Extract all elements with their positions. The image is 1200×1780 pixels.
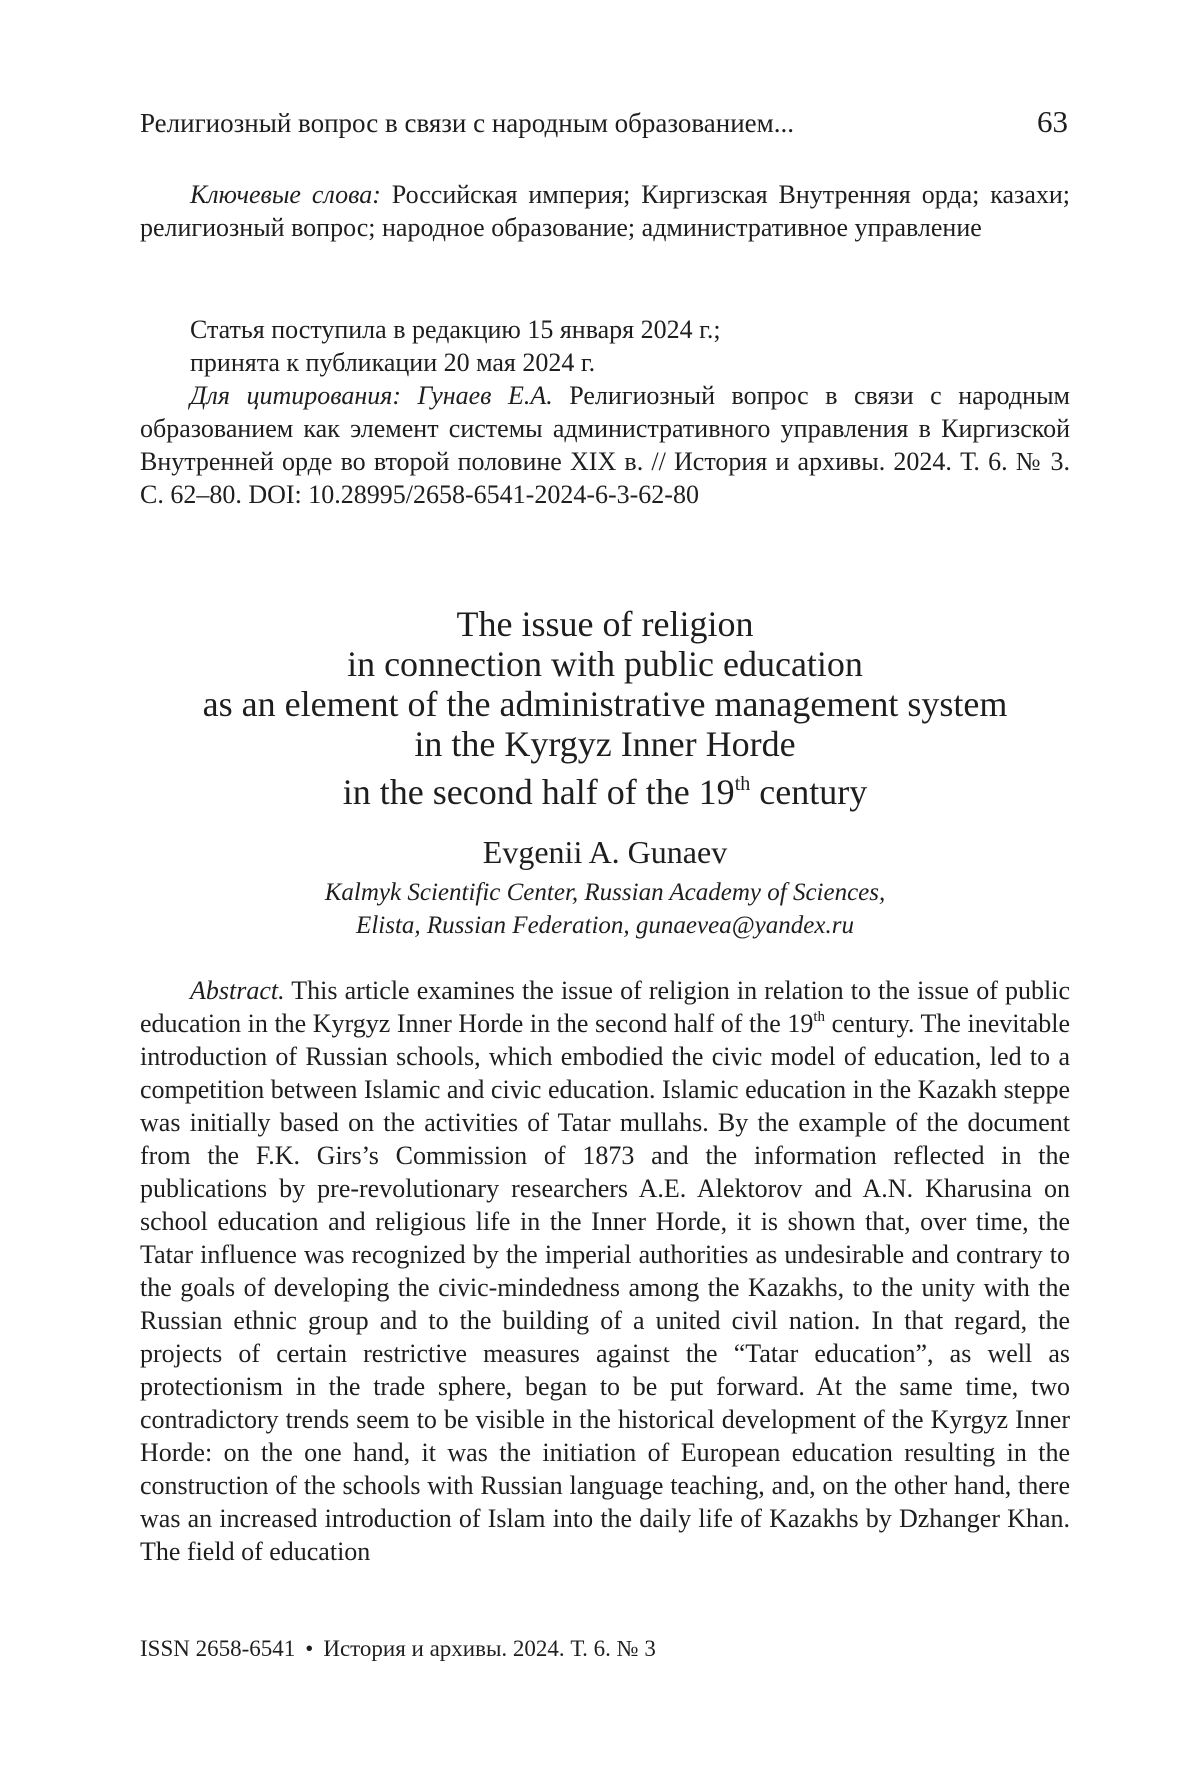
article-title [140,604,1070,812]
title-line: in connection with public education [347,644,863,684]
title-line-text: in the second half of the 19 [342,772,735,812]
citation-text: Религиозный вопрос в связи с народным образованием как элемент системы административного управления в Киргизской Внутренней орде во второй половине XIX в. // История и архивы. 2024. Т. 6. № 3. С. 62–80. DOI: 10.28995/2658-6541-2024-6-3-62-80 [140,381,1070,509]
page-number: 63 [1037,104,1068,139]
received-dates [190,313,1070,379]
running-head-title: Религиозный вопрос в связи с народным образованием... [140,108,794,138]
abstract-superscript: th [813,1009,826,1025]
title-line [140,764,1070,812]
title-line: The issue of religion [456,604,754,644]
abstract-label: Abstract. [190,976,285,1005]
keywords-text: Российская империя; Киргизская Внутренняя орда; казахи; религиозный вопрос; народное образование; административное управление [140,180,1071,242]
title-line: in the Kyrgyz Inner Horde [414,724,796,764]
abstract-paragraph [140,974,1070,1568]
page-footer [140,1636,1070,1662]
title-line-text: century [750,772,868,812]
title-superscript: th [734,773,751,795]
affiliation-line: Kalmyk Scientific Center, Russian Academy of Sciences, [324,879,886,906]
keywords-label: Ключевые слова: [190,180,381,209]
accepted-line: принята к публикации 20 мая 2024 г. [190,348,596,377]
footer-separator: • [305,1636,314,1661]
affiliation-line: Elista, Russian Federation, gunaevea@yandex.ru [356,912,854,939]
author-name: Evgenii A. Gunaev [482,834,728,870]
author-affiliation [140,876,1070,942]
title-line: as an element of the administrative management system [202,684,1008,724]
citation-label: Для цитирования: Гунаев Е.А. [190,381,553,410]
received-line: Статья поступила в редакцию 15 января 2024 г.; [190,315,721,344]
citation-paragraph [140,379,1070,511]
abstract-text: This article examines the issue of religion in relation to the issue of public education in the Kyrgyz Inner Horde in the second half of the 19 [140,976,1070,1038]
abstract-text: century. The inevitable introduction of Russian schools, which embodied the civic model of education, led to a competition between Islamic and civic education. Islamic education in the Kazakh steppe was initially based on the activities of Tatar mullahs. By the example of the document from the F.K. Girs’s Commission of 1873 and the information reflected in the publications by pre-revolutionary researchers A.E. Alektorov and A.N. Kharusina on school education and religious life in the Inner Horde, it is shown that, over time, the Tatar influence was recognized by the imperial authorities as undesirable and contrary to the goals of developing the civic-mindedness among the Kazakhs, to the unity with the Russian ethnic group and to the building of a united civil nation. In that regard, the projects of certain restrictive measures against the “Tatar education”, as well as protectionism in the trade sphere, began to be put forward. At the same time, two contradictory trends seem to be visible in the historical development of the Kyrgyz Inner Horde: on the one hand, it was the initiation of European education resulting in the construction of the schools with Russian language teaching, and, on the other hand, there was an increased introduction of Islam into the daily life of Kazakhs by Dzhanger Khan. The field of education [140,1009,1071,1566]
footer-issn: ISSN 2658-6541 [140,1636,296,1661]
keywords-paragraph [140,178,1070,244]
journal-page [140,0,1070,1780]
footer-journal: История и архивы. 2024. Т. 6. № 3 [323,1636,656,1661]
